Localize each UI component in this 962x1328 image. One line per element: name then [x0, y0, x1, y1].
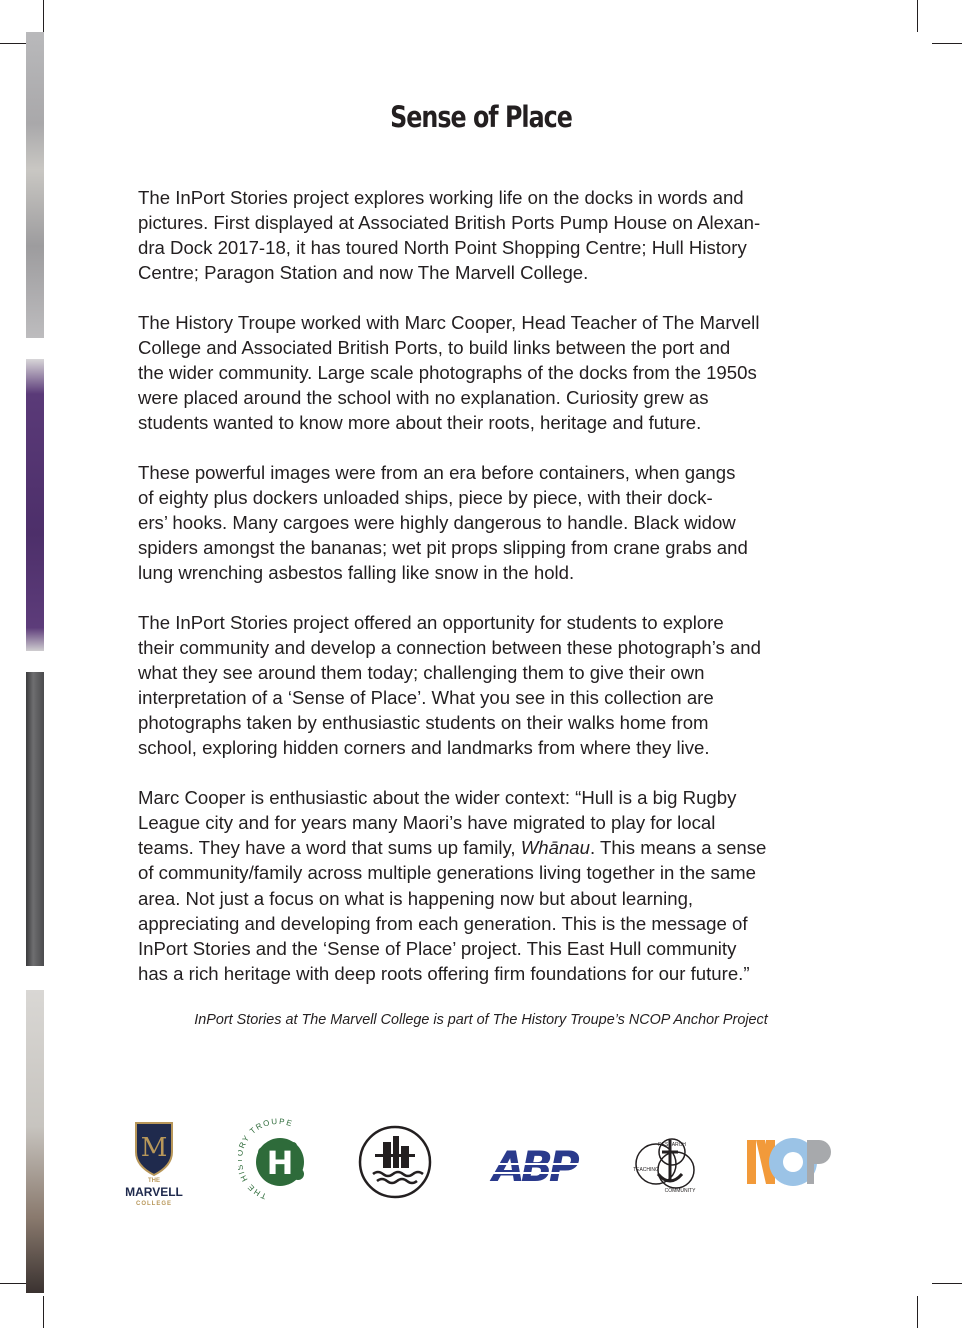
crop-mark — [0, 1283, 26, 1284]
ncop-mark-icon — [745, 1134, 831, 1190]
text-line: appreciating and developing from each generation. This is the message of — [138, 913, 748, 934]
text-line: has a rich heritage with deep roots offering firm foundations for our future.” — [138, 963, 750, 984]
photo-strip — [26, 990, 44, 1293]
text-run: . This means a sense — [589, 837, 767, 858]
marvell-monogram: M — [140, 1133, 168, 1163]
text-line: The InPort Stories project explores working life on the docks in words and — [138, 187, 744, 208]
history-troupe-emblem-icon — [238, 1116, 318, 1206]
text-line: InPort Stories and the ‘Sense of Place’ project. This East Hull community — [138, 938, 737, 959]
text-line: what they see around them today; challenging them to give their own — [138, 662, 705, 683]
text-line: pictures. First displayed at Associated British Ports Pump House on Alexan- — [138, 212, 761, 233]
text-line: their community and develop a connection between these photograph’s and — [138, 637, 761, 658]
text-line: of community/family across multiple generations living together in the same — [138, 862, 757, 883]
crop-mark — [917, 0, 918, 32]
paragraph-history-troupe — [138, 310, 838, 435]
history-troupe-ring-text: THE H RY TROUPE — [238, 1116, 295, 1201]
abp-wordmark — [480, 1143, 588, 1185]
marvell-name: MARVELL — [125, 1185, 183, 1199]
abp-text: ABP — [492, 1143, 576, 1185]
footnote: InPort Stories at The Marvell College is part of The History Troupe’s NCOP Anchor Project — [194, 1012, 768, 1028]
anchor-icon — [630, 1130, 702, 1196]
marvell-college: COLLEGE — [135, 1201, 172, 1207]
paragraph-quote — [138, 785, 838, 986]
text-line: The InPort Stories project offered an opportunity for students to explore — [138, 612, 724, 633]
marvell-the: THE — [148, 1178, 160, 1184]
marvell-shield-icon — [134, 1120, 174, 1176]
rtc-community: COMMUNITY — [664, 1188, 696, 1194]
rtc-teaching: TEACHING — [633, 1167, 659, 1173]
text-line: photographs taken by enthusiastic students on their walks home from — [138, 712, 709, 733]
text-run: teams. They have a word that sums up family, — [138, 837, 521, 858]
text-line: interpretation of a ‘Sense of Place’. What you see in this collection are — [138, 687, 714, 708]
text-line: These powerful images were from an era before containers, when gangs — [138, 462, 736, 483]
text-line: students wanted to know more about their roots, heritage and future. — [138, 412, 702, 433]
paragraph-dockers — [138, 460, 838, 585]
text-line: of eighty plus dockers unloaded ships, piece by piece, with their dock- — [138, 487, 713, 508]
ncop-logo — [745, 1134, 831, 1190]
text-line: dra Dock 2017-18, it has toured North Point Shopping Centre; Hull History — [138, 237, 747, 258]
text-line — [138, 835, 838, 860]
crop-mark — [932, 1283, 962, 1284]
text-line: school, exploring hidden corners and landmarks from where they live. — [138, 737, 710, 758]
text-line: spiders amongst the bananas; wet pit props slipping from crane grabs and — [138, 537, 748, 558]
text-line: the wider community. Large scale photographs of the docks from the 1950s — [138, 362, 757, 383]
page-title: Sense of Place — [390, 100, 572, 134]
crop-mark — [43, 1296, 44, 1328]
crop-mark — [43, 0, 44, 32]
text-line: Marc Cooper is enthusiastic about the wider context: “Hull is a big Rugby — [138, 787, 737, 808]
research-teaching-community-logo — [630, 1130, 702, 1196]
text-line: were placed around the school with no explanation. Curiosity grew as — [138, 387, 709, 408]
text-line: lung wrenching asbestos falling like snow in the hold. — [138, 562, 575, 583]
text-line: ers’ hooks. Many cargoes were highly dangerous to handle. Black widow — [138, 512, 736, 533]
pump-house-logo — [357, 1124, 433, 1200]
crop-mark — [0, 43, 26, 44]
text-line: College and Associated British Ports, to build links between the port and — [138, 337, 731, 358]
abp-logo — [480, 1143, 588, 1185]
paragraph-intro — [138, 185, 838, 285]
whanau-word: Whānau — [520, 837, 590, 858]
photo-strip — [26, 359, 44, 651]
text-line: area. Not just a focus on what is happening now but about learning, — [138, 888, 694, 909]
marvell-college-logo — [118, 1118, 190, 1212]
paragraph-opportunity — [138, 610, 838, 760]
history-troupe-letter: H — [266, 1144, 294, 1182]
history-troupe-logo — [238, 1116, 318, 1206]
rtc-research: RESEARCH — [658, 1142, 686, 1148]
photo-strip — [26, 672, 44, 966]
text-line: The History Troupe worked with Marc Cooper, Head Teacher of The Marvell — [138, 312, 760, 333]
text-line: League city and for years many Maori’s have migrated to play for local — [138, 812, 716, 833]
crop-mark — [917, 1296, 918, 1328]
crop-mark — [932, 43, 962, 44]
photo-strip — [26, 32, 44, 338]
text-line: Centre; Paragon Station and now The Marvell College. — [138, 262, 589, 283]
building-on-water-icon — [357, 1124, 433, 1200]
